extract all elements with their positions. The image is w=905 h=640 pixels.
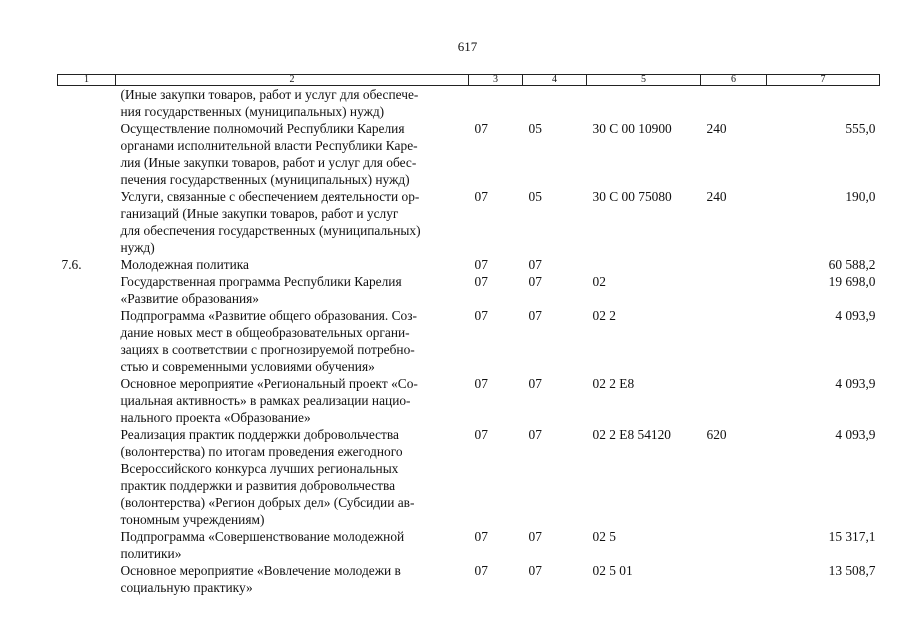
section-code [469, 86, 523, 121]
target-article-code: 02 2 E8 [592, 376, 635, 391]
expense-type-code [701, 528, 767, 562]
item-name [116, 256, 469, 273]
item-name-line: Молодежная политика [120, 257, 250, 272]
section-code: 07 [474, 257, 488, 272]
target-article-code: 02 2 E8 54120 [592, 427, 671, 442]
column-number-row [58, 75, 880, 86]
column-number: 6 [701, 75, 767, 86]
amount [767, 86, 880, 121]
column-number: 3 [469, 75, 523, 86]
item-name-line: тономным учреждениям) [120, 512, 265, 527]
expense-type-code: 240 [706, 121, 727, 136]
target-article-code: 02 2 [592, 308, 616, 323]
item-name [116, 273, 469, 307]
item-name-line: дание новых мест в общеобразовательных органи- [120, 325, 410, 340]
section-code: 07 [474, 274, 488, 289]
item-name-line: органами исполнительной власти Республики Каре- [120, 138, 418, 153]
row-number [58, 188, 116, 256]
expense-type-code [701, 256, 767, 273]
item-name [116, 426, 469, 528]
item-name [116, 528, 469, 562]
subsection-code: 05 [528, 189, 542, 204]
section-code: 07 [474, 427, 488, 442]
amount: 60 588,2 [828, 257, 876, 272]
target-article-code [587, 86, 701, 121]
item-name-line: ганизаций (Иные закупки товаров, работ и услуг [120, 206, 399, 221]
subsection-code: 07 [528, 308, 542, 323]
section-code: 07 [474, 189, 488, 204]
expense-type-code: 620 [706, 427, 727, 442]
item-name-line: Основное мероприятие «Региональный проект «Со- [120, 376, 418, 391]
subsection-code: 07 [528, 529, 542, 544]
table-row [58, 256, 880, 273]
subsection-code: 07 [528, 563, 542, 578]
item-name-line: ния государственных (муниципальных) нужд) [120, 104, 385, 119]
column-number: 2 [116, 75, 469, 86]
expense-type-code: 240 [706, 189, 727, 204]
row-number [58, 273, 116, 307]
table-row [58, 375, 880, 426]
subsection-code: 07 [528, 427, 542, 442]
table-row [58, 562, 880, 596]
table-row [58, 86, 880, 121]
target-article-code [587, 256, 701, 273]
row-number [58, 375, 116, 426]
row-number [58, 528, 116, 562]
target-article-code: 02 [592, 274, 606, 289]
section-code: 07 [474, 529, 488, 544]
item-name-line: зациях в соответствии с прогнозируемой потребно- [120, 342, 415, 357]
row-number [58, 120, 116, 188]
expense-type-code [701, 562, 767, 596]
table-row [58, 426, 880, 528]
item-name [116, 375, 469, 426]
item-name-line: лия (Иные закупки товаров, работ и услуг для обес- [120, 155, 417, 170]
amount: 4 093,9 [835, 427, 876, 442]
section-code: 07 [474, 121, 488, 136]
target-article-code: 02 5 [592, 529, 616, 544]
item-name-line: Реализация практик поддержки добровольчества [120, 427, 400, 442]
expense-type-code [701, 86, 767, 121]
column-number: 4 [523, 75, 587, 86]
row-number [58, 307, 116, 375]
row-number [58, 426, 116, 528]
amount: 15 317,1 [828, 529, 876, 544]
item-name-line: Всероссийского конкурса лучших региональных [120, 461, 399, 476]
item-name-line: Услуги, связанные с обеспечением деятельности ор- [120, 189, 420, 204]
amount: 555,0 [845, 121, 876, 136]
item-name-line: «Развитие образования» [120, 291, 260, 306]
row-number [58, 562, 116, 596]
table-row [58, 528, 880, 562]
subsection-code: 07 [528, 376, 542, 391]
amount: 4 093,9 [835, 376, 876, 391]
table-row [58, 273, 880, 307]
target-article-code: 30 С 00 10900 [592, 121, 672, 136]
subsection-code: 07 [528, 257, 542, 272]
item-name [116, 120, 469, 188]
item-name-line: (волонтерства) по итогам проведения ежегодного [120, 444, 403, 459]
section-code: 07 [474, 308, 488, 323]
column-number: 1 [58, 75, 116, 86]
item-name-line: практик поддержки и развития добровольчества [120, 478, 396, 493]
expense-type-code [701, 273, 767, 307]
item-name-line: Осуществление полномочий Республики Карелия [120, 121, 405, 136]
amount: 13 508,7 [828, 563, 876, 578]
expense-type-code [701, 375, 767, 426]
item-name [116, 86, 469, 121]
table-row [58, 307, 880, 375]
item-name-line: нального проекта «Образование» [120, 410, 311, 425]
item-name-line: социальную практику» [120, 580, 253, 595]
amount: 190,0 [845, 189, 876, 204]
row-number: 7.6. [61, 257, 82, 272]
page-number: 617 [457, 39, 478, 54]
item-name [116, 188, 469, 256]
item-name-line: Подпрограмма «Развитие общего образования. Соз- [120, 308, 417, 323]
amount: 19 698,0 [828, 274, 876, 289]
item-name-line: печения государственных (муниципальных) нужд) [120, 172, 410, 187]
item-name-line: Основное мероприятие «Вовлечение молодежи в [120, 563, 401, 578]
expense-type-code [701, 307, 767, 375]
item-name-line: циальная активность» в рамках реализации нацио- [120, 393, 411, 408]
subsection-code: 05 [528, 121, 542, 136]
item-name-line: политики» [120, 546, 182, 561]
section-code: 07 [474, 563, 488, 578]
column-number: 7 [767, 75, 880, 86]
subsection-code: 07 [528, 274, 542, 289]
subsection-code [523, 86, 587, 121]
item-name [116, 562, 469, 596]
section-code: 07 [474, 376, 488, 391]
item-name [116, 307, 469, 375]
column-number: 5 [587, 75, 701, 86]
amount: 4 093,9 [835, 308, 876, 323]
item-name-line: Государственная программа Республики Карелия [120, 274, 402, 289]
target-article-code: 30 С 00 75080 [592, 189, 672, 204]
table-row [58, 188, 880, 256]
target-article-code: 02 5 01 [592, 563, 633, 578]
table-body [58, 86, 880, 597]
row-number [58, 86, 116, 121]
item-name-line: Подпрограмма «Совершенствование молодежной [120, 529, 405, 544]
table-row [58, 120, 880, 188]
item-name-line: стью и современными условиями обучения» [120, 359, 375, 374]
item-name-line: (Иные закупки товаров, работ и услуг для обеспече- [120, 87, 419, 102]
item-name-line: (волонтерства) «Регион добрых дел» (Субсидии ав- [120, 495, 415, 510]
item-name-line: для обеспечения государственных (муниципальных) [120, 223, 421, 238]
item-name-line: нужд) [120, 240, 155, 255]
budget-table [57, 74, 880, 596]
